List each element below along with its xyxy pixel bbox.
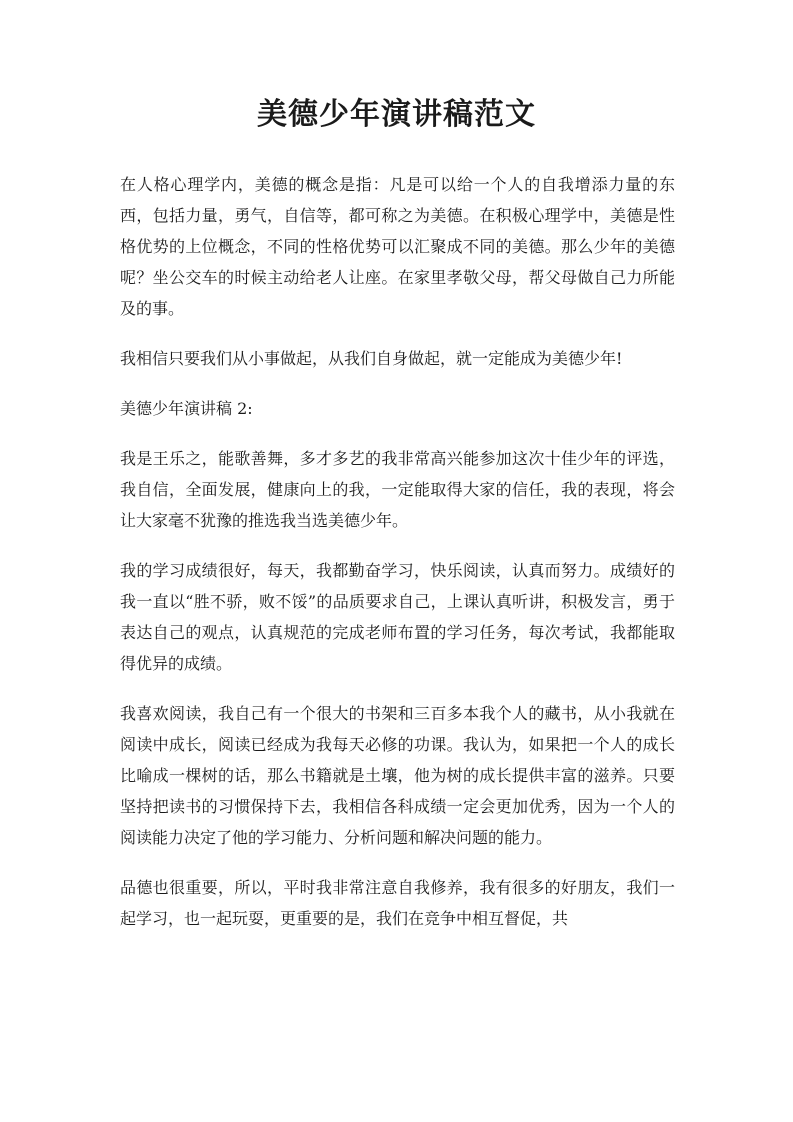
paragraph-belief: 我相信只要我们从小事做起，从我们自身做起，就一定能成为美德少年! (120, 349, 623, 368)
paragraph-character: 品德也很重要，所以，平时我非常注意自我修养，我有很多的好朋友，我们一起学习，也一起玩耍，更重要的是，我们在竞争中相互督促，共 (120, 878, 675, 928)
document-title: 美德少年演讲稿范文 (257, 97, 536, 132)
paragraph-subheading: 美德少年演讲稿 2: (120, 399, 253, 418)
paragraph-study: 我的学习成绩很好，每天，我都勤奋学习，快乐阅读，认真而努力。成绩好的我一直以“胜不骄，败不馁”的品质要求自己，上课认真听讲，积极发言，勇于表达自己的观点，认真规范的完成老师布置的学习任务，每次考试，我都能取得优异的成绩。 (120, 561, 675, 673)
paragraph-reading: 我喜欢阅读，我自己有一个很大的书架和三百多本我个人的藏书，从小我就在阅读中成长，阅读已经成为我每天必修的功课。我认为，如果把一个人的成长比喻成一棵树的话，那么书籍就是土壤，他为树的成长提供丰富的滋养。只要坚持把读书的习惯保持下去，我相信各科成绩一定会更加优秀，因为一个人的阅读能力决定了他的学习能力、分析问题和解决问题的能力。 (120, 704, 675, 847)
paragraph-self-intro: 我是王乐之，能歌善舞，多才多艺的我非常高兴能参加这次十佳少年的评选，我自信，全面发展，健康向上的我，一定能取得大家的信任，我的表现，将会让大家毫不犹豫的推选我当选美德少年。 (120, 449, 675, 530)
document-body (120, 169, 675, 953)
paragraph-intro: 在人格心理学内，美德的概念是指：凡是可以给一个人的自我增添力量的东西，包括力量，勇气，自信等，都可称之为美德。在积极心理学中，美德是性格优势的上位概念，不同的性格优势可以汇聚成不同的美德。那么少年的美德呢？坐公交车的时候主动给老人让座。在家里孝敬父母，帮父母做自己力所能及的事。 (120, 175, 675, 318)
